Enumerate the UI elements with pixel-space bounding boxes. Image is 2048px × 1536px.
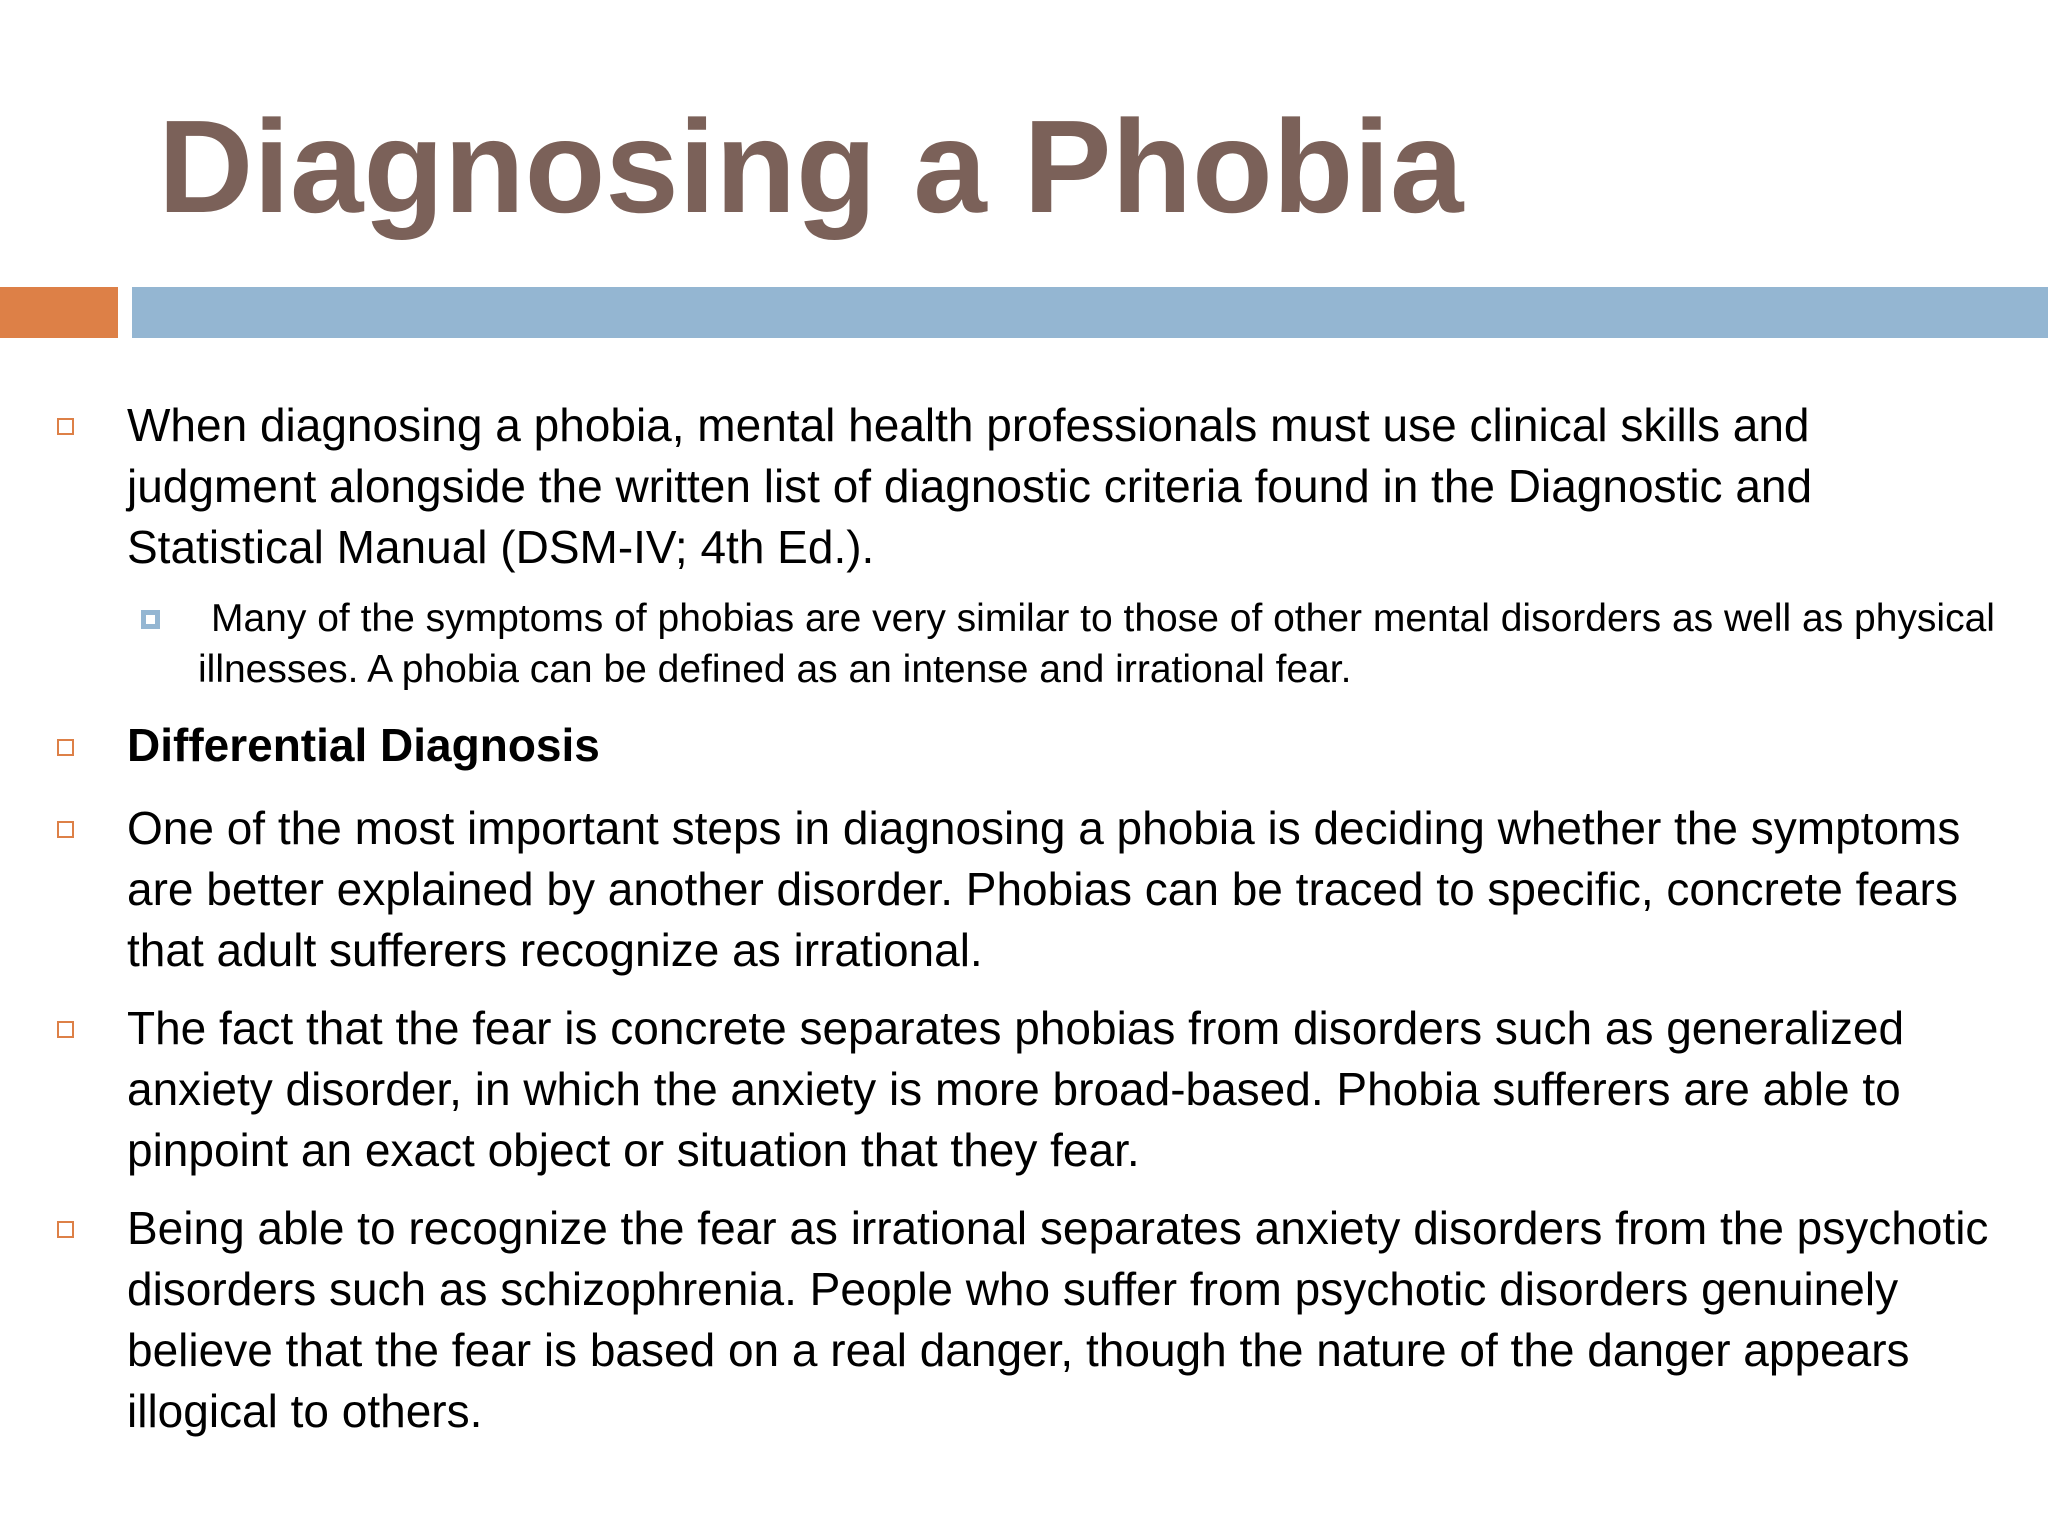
title-accent-bar xyxy=(0,287,118,338)
square-bullet-icon xyxy=(57,1221,74,1238)
bullet-text: One of the most important steps in diagnosing a phobia is deciding whether the symptoms are better explained by another disorder. Phobias can be traced to specific, concrete fears that adult sufferers recognize as irrational. xyxy=(127,802,1961,976)
sub-bullet-item xyxy=(0,593,2048,695)
slide-body xyxy=(0,395,2048,1459)
square-bullet-icon xyxy=(57,821,74,838)
bullet-text: The fact that the fear is concrete separates phobias from disorders such as generalized anxiety disorder, in which the anxiety is more broad-based. Phobia sufferers are able to pinpoint an exact object or situation that they fear. xyxy=(127,1002,1905,1176)
bullet-item xyxy=(0,395,2048,578)
bullet-item xyxy=(0,998,2048,1181)
square-bullet-icon xyxy=(57,1021,74,1038)
bullet-text: When diagnosing a phobia, mental health professionals must use clinical skills and judgment alongside the written list of diagnostic criteria found in the Diagnostic and Statistical Manual (DSM-IV; 4th Ed.). xyxy=(127,399,1813,573)
slide-title: Diagnosing a Phobia xyxy=(158,93,1464,240)
title-divider-bar xyxy=(132,287,2048,338)
bullet-item xyxy=(0,798,2048,981)
section-heading-text: Differential Diagnosis xyxy=(127,719,600,771)
square-bullet-icon xyxy=(57,418,74,435)
bullet-item xyxy=(0,1198,2048,1442)
square-sub-bullet-icon xyxy=(141,610,160,629)
sub-bullet-text: Many of the symptoms of phobias are very similar to those of other mental disorders as well as physical illnesses. A phobia can be defined as an intense and irrational fear. xyxy=(198,597,1995,691)
bullet-text: Being able to recognize the fear as irrational separates anxiety disorders from the psychotic disorders such as schizophrenia. People who suffer from psychotic disorders genuinely believe that the fear is based on a real danger, though the nature of the danger appears illogical to others. xyxy=(127,1202,1989,1437)
section-heading xyxy=(0,715,2048,776)
square-bullet-icon xyxy=(57,739,74,756)
